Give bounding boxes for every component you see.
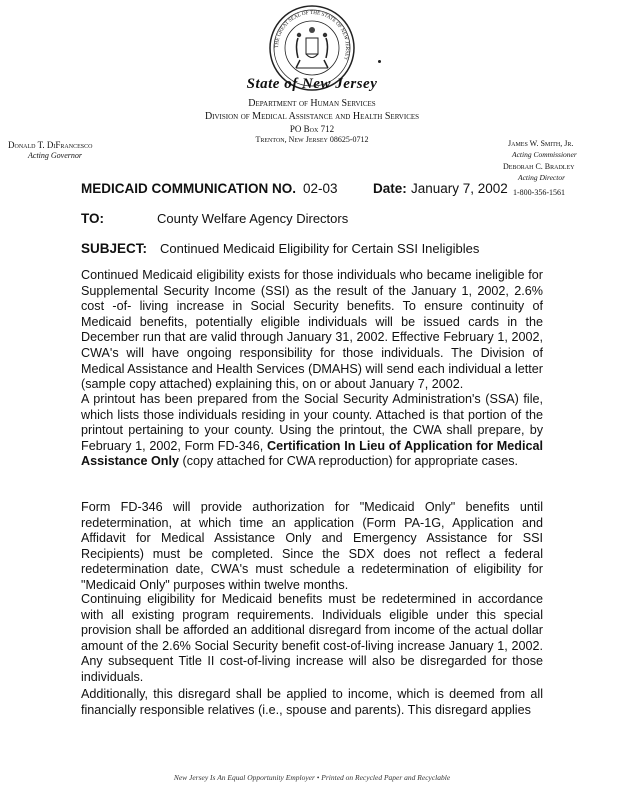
seal-text: THE GREAT SEAL OF THE STATE OF NEW JERSEY [273,9,351,61]
director-name: Deborah C. Bradley [503,162,575,171]
date-value: January 7, 2002 [411,181,508,196]
phone-number: 1-800-356-1561 [513,188,565,197]
paragraph-2-start: A printout has been prepared from the Social Security Administration's (SSA) file, which lists those individuals residing in your county. Attached is that portion of the printout pertaining to your county. Using the printout, the CWA shall prepare, by February 1, 2002, Form FD-346, [81,392,543,453]
to-value: County Welfare Agency Directors [157,211,349,226]
footer-text: New Jersey Is An Equal Opportunity Employer • Printed on Recycled Paper and Recyclable [173,773,451,782]
paragraph-2 [81,392,543,470]
paragraph-5: Additionally, this disregard shall be applied to income, which is deemed from all financially responsible relatives (i.e., spouse and parents). This disregard applies [81,687,543,717]
communication-number: 02-03 [303,181,338,196]
subject-label: SUBJECT: [81,241,148,256]
division-name: Division of Medical Assistance and Health Services [204,111,420,122]
commissioner-title: Acting Commissioner [512,150,577,159]
paragraph-2-form-title: Certification In Lieu of Application for Medical Assistance Only [81,438,544,469]
mailing-address: Trenton, New Jersey 08625-0712 [255,135,369,144]
state-title: State of New Jersey [246,76,378,92]
paragraph-4: Continuing eligibility for Medicaid benefits must be redetermined in accordance with all existing program requirements. Individuals eligible under this special provision shall be afforded an additional disregard from income of the actual dollar amount of the 2.6% Social Security benefit cost-of-living increase January 1, 2002. Any subsequent Title II cost-of-living increase will also be disregarded for those individuals. [81,592,543,684]
paragraph-3: Form FD-346 will provide authorization for "Medicaid Only" benefits until redetermination, at which time an application (Form PA-1G, Application and Affidavit for Medical Assistance Only and Emergency Assistance for SSI Recipients) must be completed. Since the SDX does not reflect a federal redetermination date, CWA's must schedule a redetermination of eligibility for "Medicaid Only" purposes within twelve months. [81,500,543,592]
communication-label: MEDICAID COMMUNICATION NO. [81,181,296,196]
director-title: Acting Director [518,173,566,182]
paragraph-1: Continued Medicaid eligibility exists for those individuals who became ineligible for Supplemental Security Income (SSI) as the result of the January 1, 2002, 2.6% cost -of- living increase in Social Security benefits. To ensure continuity of Medicaid benefits, potentially eligible individuals will be issued cards in the December run that are valid through January 31, 2002. Effective February 1, 2002, CWA's will have ongoing responsibility for those individuals. The Division of Medical Assistance and Health Services (DMAHS) will send each individual a letter (sample copy attached) explaining this, on or about January 7, 2002. [81,268,543,392]
governor-name: Donald T. DiFrancesco [8,140,93,150]
to-label: TO: [81,211,104,226]
commissioner-name: James W. Smith, Jr. [508,139,574,148]
governor-title: Acting Governor [28,151,82,160]
stray-dot [378,60,381,63]
date-label: Date: [373,181,407,196]
paragraph-2-end: (copy attached for CWA reproduction) for appropriate cases. [182,454,519,469]
subject-value: Continued Medicaid Eligibility for Certain SSI Ineligibles [160,241,480,256]
department-name: Department of Human Services [248,98,376,109]
po-box: PO Box 712 [289,124,335,134]
